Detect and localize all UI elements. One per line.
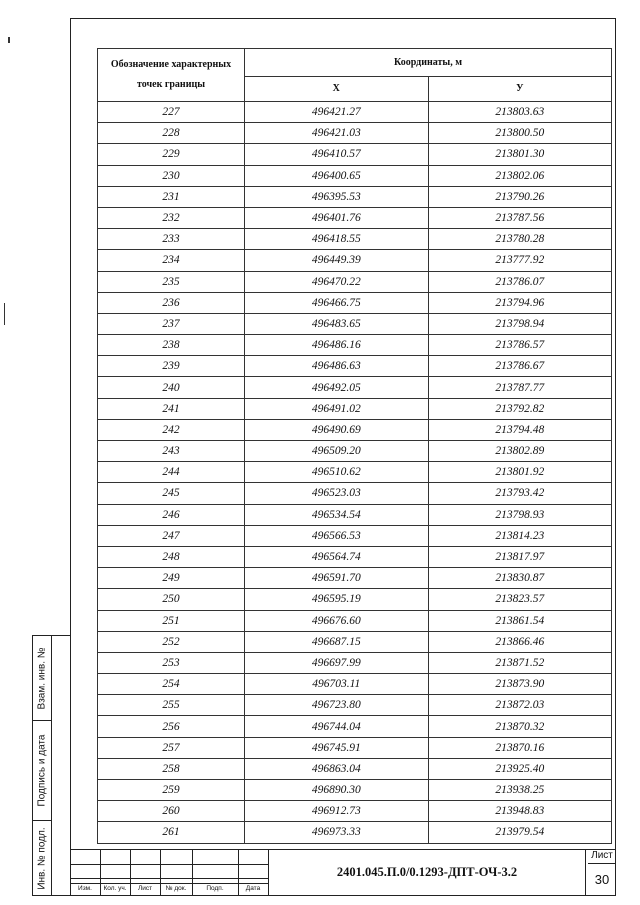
cell-x: 496912.73 [245, 801, 429, 822]
cell-y: 213948.83 [428, 801, 612, 822]
table-row [98, 822, 612, 843]
table-row [98, 144, 612, 165]
cell-x: 496510.62 [245, 462, 429, 483]
cell-point: 256 [98, 716, 245, 737]
cell-y: 213800.50 [428, 123, 612, 144]
cell-point: 238 [98, 335, 245, 356]
cell-x: 496723.80 [245, 695, 429, 716]
table-row [98, 462, 612, 483]
scan-mark [4, 303, 5, 325]
cell-x: 496564.74 [245, 546, 429, 567]
cell-x: 496395.53 [245, 186, 429, 207]
sheet-label: Лист [588, 850, 616, 864]
side-label-podpis: Подпись и дата [36, 734, 48, 807]
cell-x: 496486.63 [245, 356, 429, 377]
cell-y: 213790.26 [428, 186, 612, 207]
cell-y: 213798.93 [428, 504, 612, 525]
cell-x: 496400.65 [245, 165, 429, 186]
cell-y: 213802.06 [428, 165, 612, 186]
cell-y: 213866.46 [428, 631, 612, 652]
table-row [98, 631, 612, 652]
cell-y: 213801.92 [428, 462, 612, 483]
stamp-label-kol: Кол. уч. [103, 885, 127, 892]
cell-y: 213786.07 [428, 271, 612, 292]
cell-point: 236 [98, 292, 245, 313]
side-label-inv: Инв. № подл. [36, 827, 48, 890]
table-row [98, 102, 612, 123]
stamp-label-izm: Изм. [78, 885, 92, 892]
cell-point: 259 [98, 780, 245, 801]
cell-x: 496492.05 [245, 377, 429, 398]
cell-y: 213872.03 [428, 695, 612, 716]
cell-point: 244 [98, 462, 245, 483]
cell-point: 241 [98, 398, 245, 419]
cell-point: 235 [98, 271, 245, 292]
table-row [98, 780, 612, 801]
table-row [98, 377, 612, 398]
table-row [98, 525, 612, 546]
cell-point: 246 [98, 504, 245, 525]
cell-point: 252 [98, 631, 245, 652]
cell-x: 496491.02 [245, 398, 429, 419]
cell-point: 245 [98, 483, 245, 504]
cell-x: 496490.69 [245, 419, 429, 440]
table-body [98, 102, 612, 844]
cell-x: 496523.03 [245, 483, 429, 504]
header-y: У [428, 76, 612, 101]
title-block [70, 849, 616, 896]
table-row [98, 716, 612, 737]
side-cell-inv [33, 821, 51, 896]
cell-x: 496973.33 [245, 822, 429, 843]
table-row [98, 652, 612, 673]
cell-point: 229 [98, 144, 245, 165]
header-x: X [245, 76, 429, 101]
table-row [98, 250, 612, 271]
cell-point: 234 [98, 250, 245, 271]
stamp-row [70, 864, 268, 879]
cell-point: 247 [98, 525, 245, 546]
cell-point: 243 [98, 441, 245, 462]
table-row [98, 546, 612, 567]
cell-x: 496466.75 [245, 292, 429, 313]
cell-y: 213870.16 [428, 737, 612, 758]
cell-y: 213823.57 [428, 589, 612, 610]
title-block-grid [70, 850, 268, 895]
stamp-label-date: Дата [245, 885, 261, 892]
cell-point: 240 [98, 377, 245, 398]
table-row [98, 335, 612, 356]
cell-point: 231 [98, 186, 245, 207]
cell-point: 261 [98, 822, 245, 843]
table-row [98, 758, 612, 779]
cell-x: 496744.04 [245, 716, 429, 737]
table-row [98, 504, 612, 525]
cell-point: 258 [98, 758, 245, 779]
table-row [98, 610, 612, 631]
cell-x: 496534.54 [245, 504, 429, 525]
cell-x: 496591.70 [245, 568, 429, 589]
cell-x: 496410.57 [245, 144, 429, 165]
table-row [98, 292, 612, 313]
cell-y: 213794.96 [428, 292, 612, 313]
cell-x: 496421.03 [245, 123, 429, 144]
cell-y: 213798.94 [428, 313, 612, 334]
table-row [98, 271, 612, 292]
table-row [98, 674, 612, 695]
cell-y: 213780.28 [428, 229, 612, 250]
cell-x: 496470.22 [245, 271, 429, 292]
table-row [98, 589, 612, 610]
cell-y: 213861.54 [428, 610, 612, 631]
cell-y: 213803.63 [428, 102, 612, 123]
cell-point: 251 [98, 610, 245, 631]
side-cell-vzam [33, 636, 51, 721]
stamp-row [70, 850, 268, 865]
cell-x: 496566.53 [245, 525, 429, 546]
cell-point: 227 [98, 102, 245, 123]
cell-y: 213787.56 [428, 207, 612, 228]
cell-y: 213793.42 [428, 483, 612, 504]
stamp-label-list: Лист [137, 885, 153, 892]
cell-x: 496421.27 [245, 102, 429, 123]
cell-y: 213938.25 [428, 780, 612, 801]
cell-y: 213817.97 [428, 546, 612, 567]
table-row [98, 801, 612, 822]
side-stamp-divider [51, 636, 52, 895]
scan-mark [8, 37, 10, 43]
cell-point: 233 [98, 229, 245, 250]
cell-x: 496401.76 [245, 207, 429, 228]
cell-y: 213786.57 [428, 335, 612, 356]
cell-y: 213792.82 [428, 398, 612, 419]
cell-x: 496687.15 [245, 631, 429, 652]
cell-x: 496418.55 [245, 229, 429, 250]
cell-y: 213794.48 [428, 419, 612, 440]
table-row [98, 356, 612, 377]
cell-y: 213873.90 [428, 674, 612, 695]
table-row [98, 398, 612, 419]
table-row [98, 695, 612, 716]
cell-point: 260 [98, 801, 245, 822]
cell-x: 496890.30 [245, 780, 429, 801]
cell-x: 496595.19 [245, 589, 429, 610]
cell-point: 242 [98, 419, 245, 440]
table-row [98, 419, 612, 440]
cell-x: 496483.65 [245, 313, 429, 334]
cell-point: 254 [98, 674, 245, 695]
cell-point: 257 [98, 737, 245, 758]
table-row [98, 483, 612, 504]
table-row [98, 737, 612, 758]
cell-point: 237 [98, 313, 245, 334]
cell-x: 496863.04 [245, 758, 429, 779]
cell-y: 213801.30 [428, 144, 612, 165]
cell-y: 213814.23 [428, 525, 612, 546]
stamp-row [70, 878, 268, 884]
cell-y: 213786.67 [428, 356, 612, 377]
table-row [98, 229, 612, 250]
sheet-number: 30 [594, 872, 610, 887]
table-row [98, 123, 612, 144]
header-coordinates: Координаты, м [245, 49, 612, 77]
cell-x: 496486.16 [245, 335, 429, 356]
cell-y: 213870.32 [428, 716, 612, 737]
cell-point: 255 [98, 695, 245, 716]
cell-point: 253 [98, 652, 245, 673]
table-row [98, 207, 612, 228]
cell-point: 232 [98, 207, 245, 228]
stamp-label-doc: № док. [165, 885, 187, 892]
side-stamp [32, 635, 70, 896]
cell-x: 496509.20 [245, 441, 429, 462]
cell-y: 213979.54 [428, 822, 612, 843]
cell-point: 248 [98, 546, 245, 567]
cell-point: 230 [98, 165, 245, 186]
cell-y: 213787.77 [428, 377, 612, 398]
cell-point: 228 [98, 123, 245, 144]
cell-y: 213777.92 [428, 250, 612, 271]
table-row [98, 165, 612, 186]
cell-x: 496703.11 [245, 674, 429, 695]
cell-y: 213830.87 [428, 568, 612, 589]
table-row [98, 568, 612, 589]
cell-x: 496449.39 [245, 250, 429, 271]
table-row [98, 313, 612, 334]
document-code: 2401.045.П.0/0.1293-ДПТ-ОЧ-3.2 [268, 850, 586, 895]
coordinates-table [97, 48, 612, 844]
cell-point: 239 [98, 356, 245, 377]
table-row [98, 441, 612, 462]
cell-y: 213925.40 [428, 758, 612, 779]
header-point: Обозначение характерных точек границы [98, 49, 245, 102]
table-row [98, 186, 612, 207]
side-cell-podpis [33, 721, 51, 821]
cell-y: 213802.89 [428, 441, 612, 462]
cell-point: 250 [98, 589, 245, 610]
cell-point: 249 [98, 568, 245, 589]
side-label-vzam: Взам. инв. № [36, 647, 48, 709]
stamp-label-podp: Подп. [206, 885, 224, 892]
cell-y: 213871.52 [428, 652, 612, 673]
cell-x: 496676.60 [245, 610, 429, 631]
cell-x: 496697.99 [245, 652, 429, 673]
cell-x: 496745.91 [245, 737, 429, 758]
